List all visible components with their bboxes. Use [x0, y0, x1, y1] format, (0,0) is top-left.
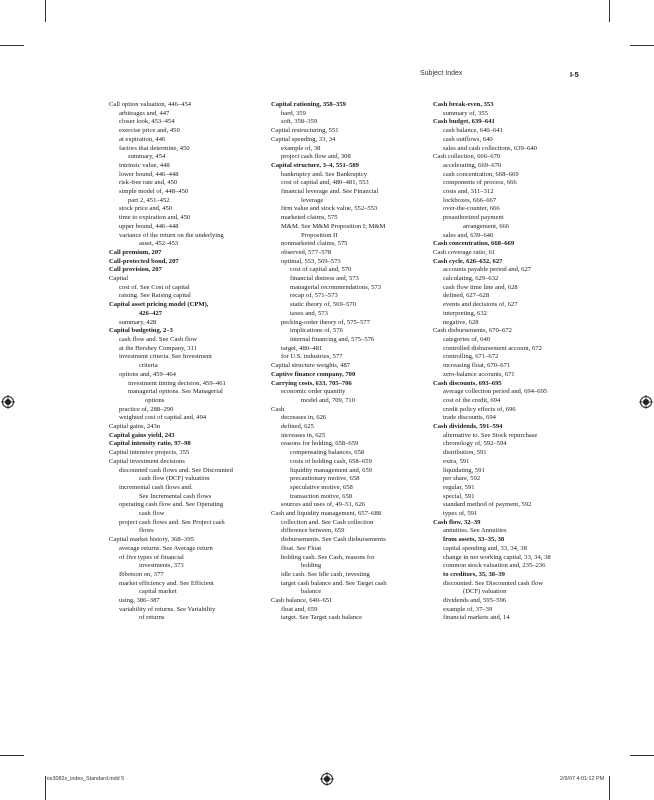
index-entry: Cash — [271, 405, 285, 413]
index-subentry: cash flow — [139, 510, 165, 518]
footer-file-slug: ros3082x_index_Standard.indd 5 — [45, 776, 125, 782]
index-subentry: optimal, 553, 569–573 — [281, 257, 341, 265]
page-number: I-5 — [570, 70, 579, 79]
index-subentry: example of, 37–39 — [443, 605, 493, 613]
crop-mark-top-right — [609, 0, 610, 22]
index-subentry: trade discounts, 694 — [443, 414, 496, 422]
index-subentry: regular, 591 — [443, 483, 475, 491]
index-entry: Cash balance, 640–651 — [271, 597, 333, 605]
index-subentry: dividends and, 595–596 — [443, 597, 507, 605]
index-subentry: decreases in, 626 — [281, 414, 327, 422]
index-subentry: internal financing and, 575–576 — [290, 335, 375, 343]
index-subentry: options — [145, 396, 165, 404]
index-entry: Cash collection, 666–670 — [433, 153, 501, 161]
index-subentry: financial distress and, 573 — [290, 275, 359, 283]
index-entry: Cash and liquidity management, 657–688 — [271, 510, 382, 518]
index-subentry: collection and. See Cash collection — [281, 518, 374, 526]
index-subentry: of five types of financial — [119, 553, 184, 561]
index-entry: Cash discounts, 693–695 — [433, 379, 502, 387]
index-subentry: managerial recommendations, 573 — [290, 283, 381, 291]
index-subentry: leverage — [301, 196, 324, 204]
index-subentry: simple model of, 448–450 — [119, 188, 189, 196]
index-subentry: of returns — [139, 614, 165, 622]
index-entry: Capital intensive projects, 355 — [109, 449, 190, 457]
index-subentry: Proposition II — [301, 231, 338, 239]
index-subentry: lockboxes, 666–667 — [443, 196, 497, 204]
index-subentry: cost of capital and, 570 — [290, 266, 352, 274]
index-subentry: at expiration, 446 — [119, 135, 166, 143]
index-entry: Capital rationing, 358–359 — [271, 101, 346, 108]
index-subentry: arbitrages and, 447 — [119, 109, 170, 117]
index-entry: Capital — [109, 275, 129, 283]
index-subentry: transaction motive, 658 — [290, 492, 353, 500]
index-subentry: capital market — [139, 588, 177, 596]
index-subentry: Ibbotson on, 377 — [119, 570, 164, 578]
index-entry: Cash break-even, 353 — [433, 101, 494, 108]
index-entry: Carrying costs, 633, 705–706 — [271, 379, 352, 387]
index-column-3 — [433, 101, 591, 623]
index-subentry: discounted cash flows and. See Discounted — [119, 466, 233, 474]
index-subentry: target. See Target cash balance — [281, 614, 363, 622]
index-subentry: change in net working capital, 33, 34, 38 — [443, 553, 551, 561]
index-subentry: observed, 577–578 — [281, 248, 332, 256]
index-subentry: at the Hershey Company, 311 — [119, 344, 197, 352]
index-subentry: over-the-counter, 666 — [443, 205, 500, 213]
index-entry: Capital budgeting, 2–3 — [109, 327, 173, 335]
index-subentry: extra, 591 — [443, 457, 470, 465]
index-subentry: project cash flow and, 308 — [281, 153, 351, 161]
registration-mark-right-icon — [639, 395, 653, 409]
index-subentry: See Incremental cash flows — [139, 492, 212, 500]
index-entry: Capital asset pricing model (CPM), — [109, 301, 209, 309]
index-subentry: example of, 38 — [281, 144, 321, 152]
index-subentry: target cash balance and. See Target cash — [281, 579, 387, 587]
index-subentry: nonmarketed claims, 575 — [281, 240, 348, 248]
index-subentry: to creditors, 35, 38–39 — [443, 570, 505, 578]
index-entry: Cash concentration, 668–669 — [433, 240, 515, 248]
index-entry: Capital gains, 243n — [109, 423, 161, 431]
index-subentry: investment timing decision, 459–461 — [128, 379, 226, 387]
registration-mark-left-icon — [1, 395, 15, 409]
index-subentry: part 2, 451–452 — [128, 196, 170, 204]
index-subentry: increasing float, 670–671 — [443, 362, 511, 370]
index-subentry: precautionary motive, 658 — [290, 475, 360, 483]
crop-mark-bottom-left-h — [0, 755, 24, 756]
index-subentry: from assets, 33–35, 38 — [443, 536, 505, 544]
index-subentry: idle cash. See Idle cash, investing — [281, 570, 370, 578]
index-subentry: implications of, 576 — [290, 327, 343, 335]
index-subentry: disbursements. See Cash disbursements — [281, 536, 386, 544]
index-subentry: annuities. See Annuities — [443, 527, 507, 535]
index-subentry: variance of the return on the underlying — [119, 231, 224, 239]
index-subentry: summary, 428 — [119, 318, 157, 326]
index-subentry: speculative motive, 658 — [290, 483, 353, 491]
crop-mark-bottom-right-h — [630, 755, 654, 756]
index-subentry: holding — [301, 562, 322, 570]
index-subentry: cash balance, 640–641 — [443, 127, 503, 135]
index-subentry: cost of the credit, 694 — [443, 396, 501, 404]
index-subentry: M&M. See M&M Proposition I; M&M — [281, 222, 386, 230]
index-subentry: investments, 373 — [139, 562, 184, 570]
index-subentry: defined, 627–628 — [443, 292, 490, 300]
index-entry: Cash coverage ratio, 61 — [433, 248, 496, 256]
index-subentry: taxes and, 573 — [290, 309, 328, 317]
index-entry: Capital market history, 368–395 — [109, 536, 194, 544]
index-subentry: defined, 625 — [281, 423, 314, 431]
index-subentry: capital spending and, 33, 34, 38 — [443, 544, 527, 552]
index-subentry: components of process, 666 — [443, 179, 517, 187]
index-subentry: risk-free rate and, 450 — [119, 179, 178, 187]
index-entry: Capital structure weights, 487 — [271, 362, 351, 370]
index-subentry: static theory of, 569–570 — [290, 301, 356, 309]
index-subentry: cash outflows, 640 — [443, 135, 493, 143]
index-subentry: exercise price and, 450 — [119, 127, 180, 135]
index-subentry: lower bound, 446–448 — [119, 170, 179, 178]
index-subentry: per share, 592 — [443, 475, 481, 483]
index-subentry: firm value and stock value, 552–553 — [281, 205, 378, 213]
crop-mark-top-left-h — [0, 45, 24, 46]
index-subentry: (DCF) valuation — [463, 588, 507, 596]
index-entry: Capital restructuring, 551 — [271, 127, 339, 135]
index-subentry: time to expiration and, 450 — [119, 214, 191, 222]
index-subentry: preauthorized payment — [443, 214, 504, 222]
index-subentry: accelerating, 669–670 — [443, 161, 502, 169]
index-subentry: increases in, 625 — [281, 431, 326, 439]
index-subentry: alternative to. See Stock repurchase — [443, 431, 538, 439]
index-subentry: cash flow and. See Cash flow — [119, 335, 198, 343]
index-subentry: chronology of, 592–594 — [443, 440, 507, 448]
index-subentry: balance — [301, 588, 322, 596]
footer-timestamp: 2/9/07 4:01:12 PM — [560, 776, 605, 782]
index-entry: Cash budget, 639–641 — [433, 118, 495, 126]
index-subentry: closer look, 453–454 — [119, 118, 175, 126]
index-entry: Capital spending, 33, 34 — [271, 135, 336, 143]
index-subentry: special, 591 — [443, 492, 475, 500]
index-subentry: pecking-order theory of, 575–577 — [281, 318, 370, 326]
index-subentry: zero-balance accounts, 671 — [443, 370, 515, 378]
index-subentry: practice of, 288–290 — [119, 405, 174, 413]
index-subentry: asset, 452–453 — [139, 240, 179, 248]
index-subentry: negative, 628 — [443, 318, 479, 326]
index-subentry: discounted. See Discounted cash flow — [443, 579, 544, 587]
index-subentry: float and, 659 — [281, 605, 318, 613]
index-subentry: factors that determine, 450 — [119, 144, 190, 152]
index-subentry: distribution, 591 — [443, 449, 487, 457]
index-entry: Cash disbursements, 670–672 — [433, 327, 512, 335]
index-subentry: float. See Float — [281, 544, 322, 552]
index-subentry: holding cash. See Cash, reasons for — [281, 553, 375, 561]
crop-mark-top-right-h — [630, 45, 654, 46]
index-entry: Cash cycle, 626–632, 627 — [433, 257, 503, 265]
index-subentry: compensating balances, 658 — [290, 449, 365, 457]
index-subentry: accounts payable period and, 627 — [443, 266, 532, 274]
index-subentry: arrangement, 666 — [463, 222, 510, 230]
index-subentry: criteria — [139, 362, 158, 370]
index-subentry: summary of, 355 — [443, 109, 488, 117]
index-subentry: incremental cash flows and. — [119, 483, 193, 491]
index-entry: Capital structure, 3–4, 551–589 — [271, 161, 359, 169]
index-subentry: marketed claims, 575 — [281, 214, 338, 222]
index-column-2 — [271, 101, 429, 623]
index-subentry: cost of. See Cost of capital — [119, 283, 190, 291]
index-subentry: interpreting, 632 — [443, 309, 487, 317]
index-subentry: options and, 459–464 — [119, 370, 176, 378]
index-subentry: for U.S. industries, 577 — [281, 353, 343, 361]
index-subentry: liquidating, 591 — [443, 466, 485, 474]
index-subentry: model and, 709, 710 — [301, 396, 356, 404]
index-subentry: sources and uses of, 49–51, 626 — [281, 501, 366, 509]
index-subentry: events and decisions of, 627 — [443, 301, 518, 309]
index-subentry: using, 386–387 — [119, 597, 160, 605]
index-entry: Cash dividends, 591–594 — [433, 423, 503, 431]
index-subentry: categories of, 640 — [443, 335, 491, 343]
index-subentry: cost of capital and, 480–481, 553 — [281, 179, 369, 187]
index-subentry: liquidity management and, 659 — [290, 466, 373, 474]
index-entry: Captive finance company, 700 — [271, 370, 356, 378]
index-subentry: credit policy effects of, 696 — [443, 405, 516, 413]
index-entry: Capital intensity ratio, 97–98 — [109, 440, 191, 448]
index-subentry: summary, 454 — [128, 153, 166, 161]
index-subentry: project cash flows and. See Project cash — [119, 518, 225, 526]
index-subentry: standard method of payment, 592 — [443, 501, 532, 509]
index-subentry: target, 480–481 — [281, 344, 323, 352]
index-subentry: managerial options. See Managerial — [128, 388, 223, 396]
index-subentry: bankruptcy and. See Bankruptcy — [281, 170, 368, 178]
index-subentry: intrinsic value, 448 — [119, 161, 170, 169]
index-subentry: 426–427 — [139, 309, 163, 317]
running-header-title: Subject Index — [420, 70, 463, 77]
index-subentry: cash flow time line and, 628 — [443, 283, 518, 291]
index-subentry: costs of holding cash, 658–659 — [290, 457, 372, 465]
index-entry: Call provision, 207 — [109, 266, 162, 274]
index-subentry: market efficiency and. See Efficient — [119, 579, 214, 587]
index-subentry: upper bound, 446–448 — [119, 222, 179, 230]
index-subentry: reasons for holding, 658–659 — [281, 440, 359, 448]
index-column-1 — [109, 101, 267, 623]
index-subentry: calculating, 629–632 — [443, 275, 499, 283]
index-subentry: weighted cost of capital and, 494 — [119, 414, 207, 422]
index-subentry: variability of returns. See Variability — [119, 605, 216, 613]
index-subentry: sales and, 639–640 — [443, 231, 494, 239]
index-subentry: cash flow (DCF) valuation — [139, 475, 210, 483]
index-entry: Call-protected bond, 207 — [109, 257, 179, 265]
index-subentry: soft, 358–359 — [281, 118, 318, 126]
index-subentry: stock price and, 450 — [119, 205, 173, 213]
index-subentry: flows — [139, 527, 154, 535]
index-subentry: financial markets and, 14 — [443, 614, 510, 622]
index-subentry: average returns. See Average return — [119, 544, 213, 552]
index-entry: Capital gains yield, 243 — [109, 431, 175, 439]
index-subentry: types of, 591 — [443, 510, 478, 518]
registration-mark-bottom-icon — [320, 772, 334, 786]
index-subentry: costs and, 311–312 — [443, 188, 494, 196]
index-entry: Call premium, 207 — [109, 248, 162, 256]
index-subentry: cash concentration, 668–669 — [443, 170, 519, 178]
index-subentry: average collection period and, 694–695 — [443, 388, 548, 396]
index-subentry: controlling, 671–672 — [443, 353, 499, 361]
index-subentry: financial leverage and. See Financial — [281, 188, 379, 196]
index-entry: Capital investment decisions — [109, 457, 185, 465]
crop-mark-top-left — [45, 0, 46, 22]
index-subentry: controlled disbursement account, 672 — [443, 344, 542, 352]
index-entry: Cash flow, 32–39 — [433, 518, 481, 526]
index-subentry: operating cash flow and. See Operating — [119, 501, 223, 509]
index-subentry: raising. See Raising capital — [119, 292, 191, 300]
index-subentry: hard, 359 — [281, 109, 306, 117]
index-entry: Call option valuation, 446–454 — [109, 101, 192, 108]
index-subentry: recap of, 571–573 — [290, 292, 338, 300]
index-subentry: investment criteria. See Investment — [119, 353, 213, 361]
crop-mark-bottom-right — [609, 776, 610, 800]
index-subentry: difference between, 659 — [281, 527, 345, 535]
index-subentry: common stock valuation and, 235–236 — [443, 562, 546, 570]
index-subentry: economic order quantity — [281, 388, 346, 396]
index-subentry: sales and cash collections, 639–640 — [443, 144, 537, 152]
